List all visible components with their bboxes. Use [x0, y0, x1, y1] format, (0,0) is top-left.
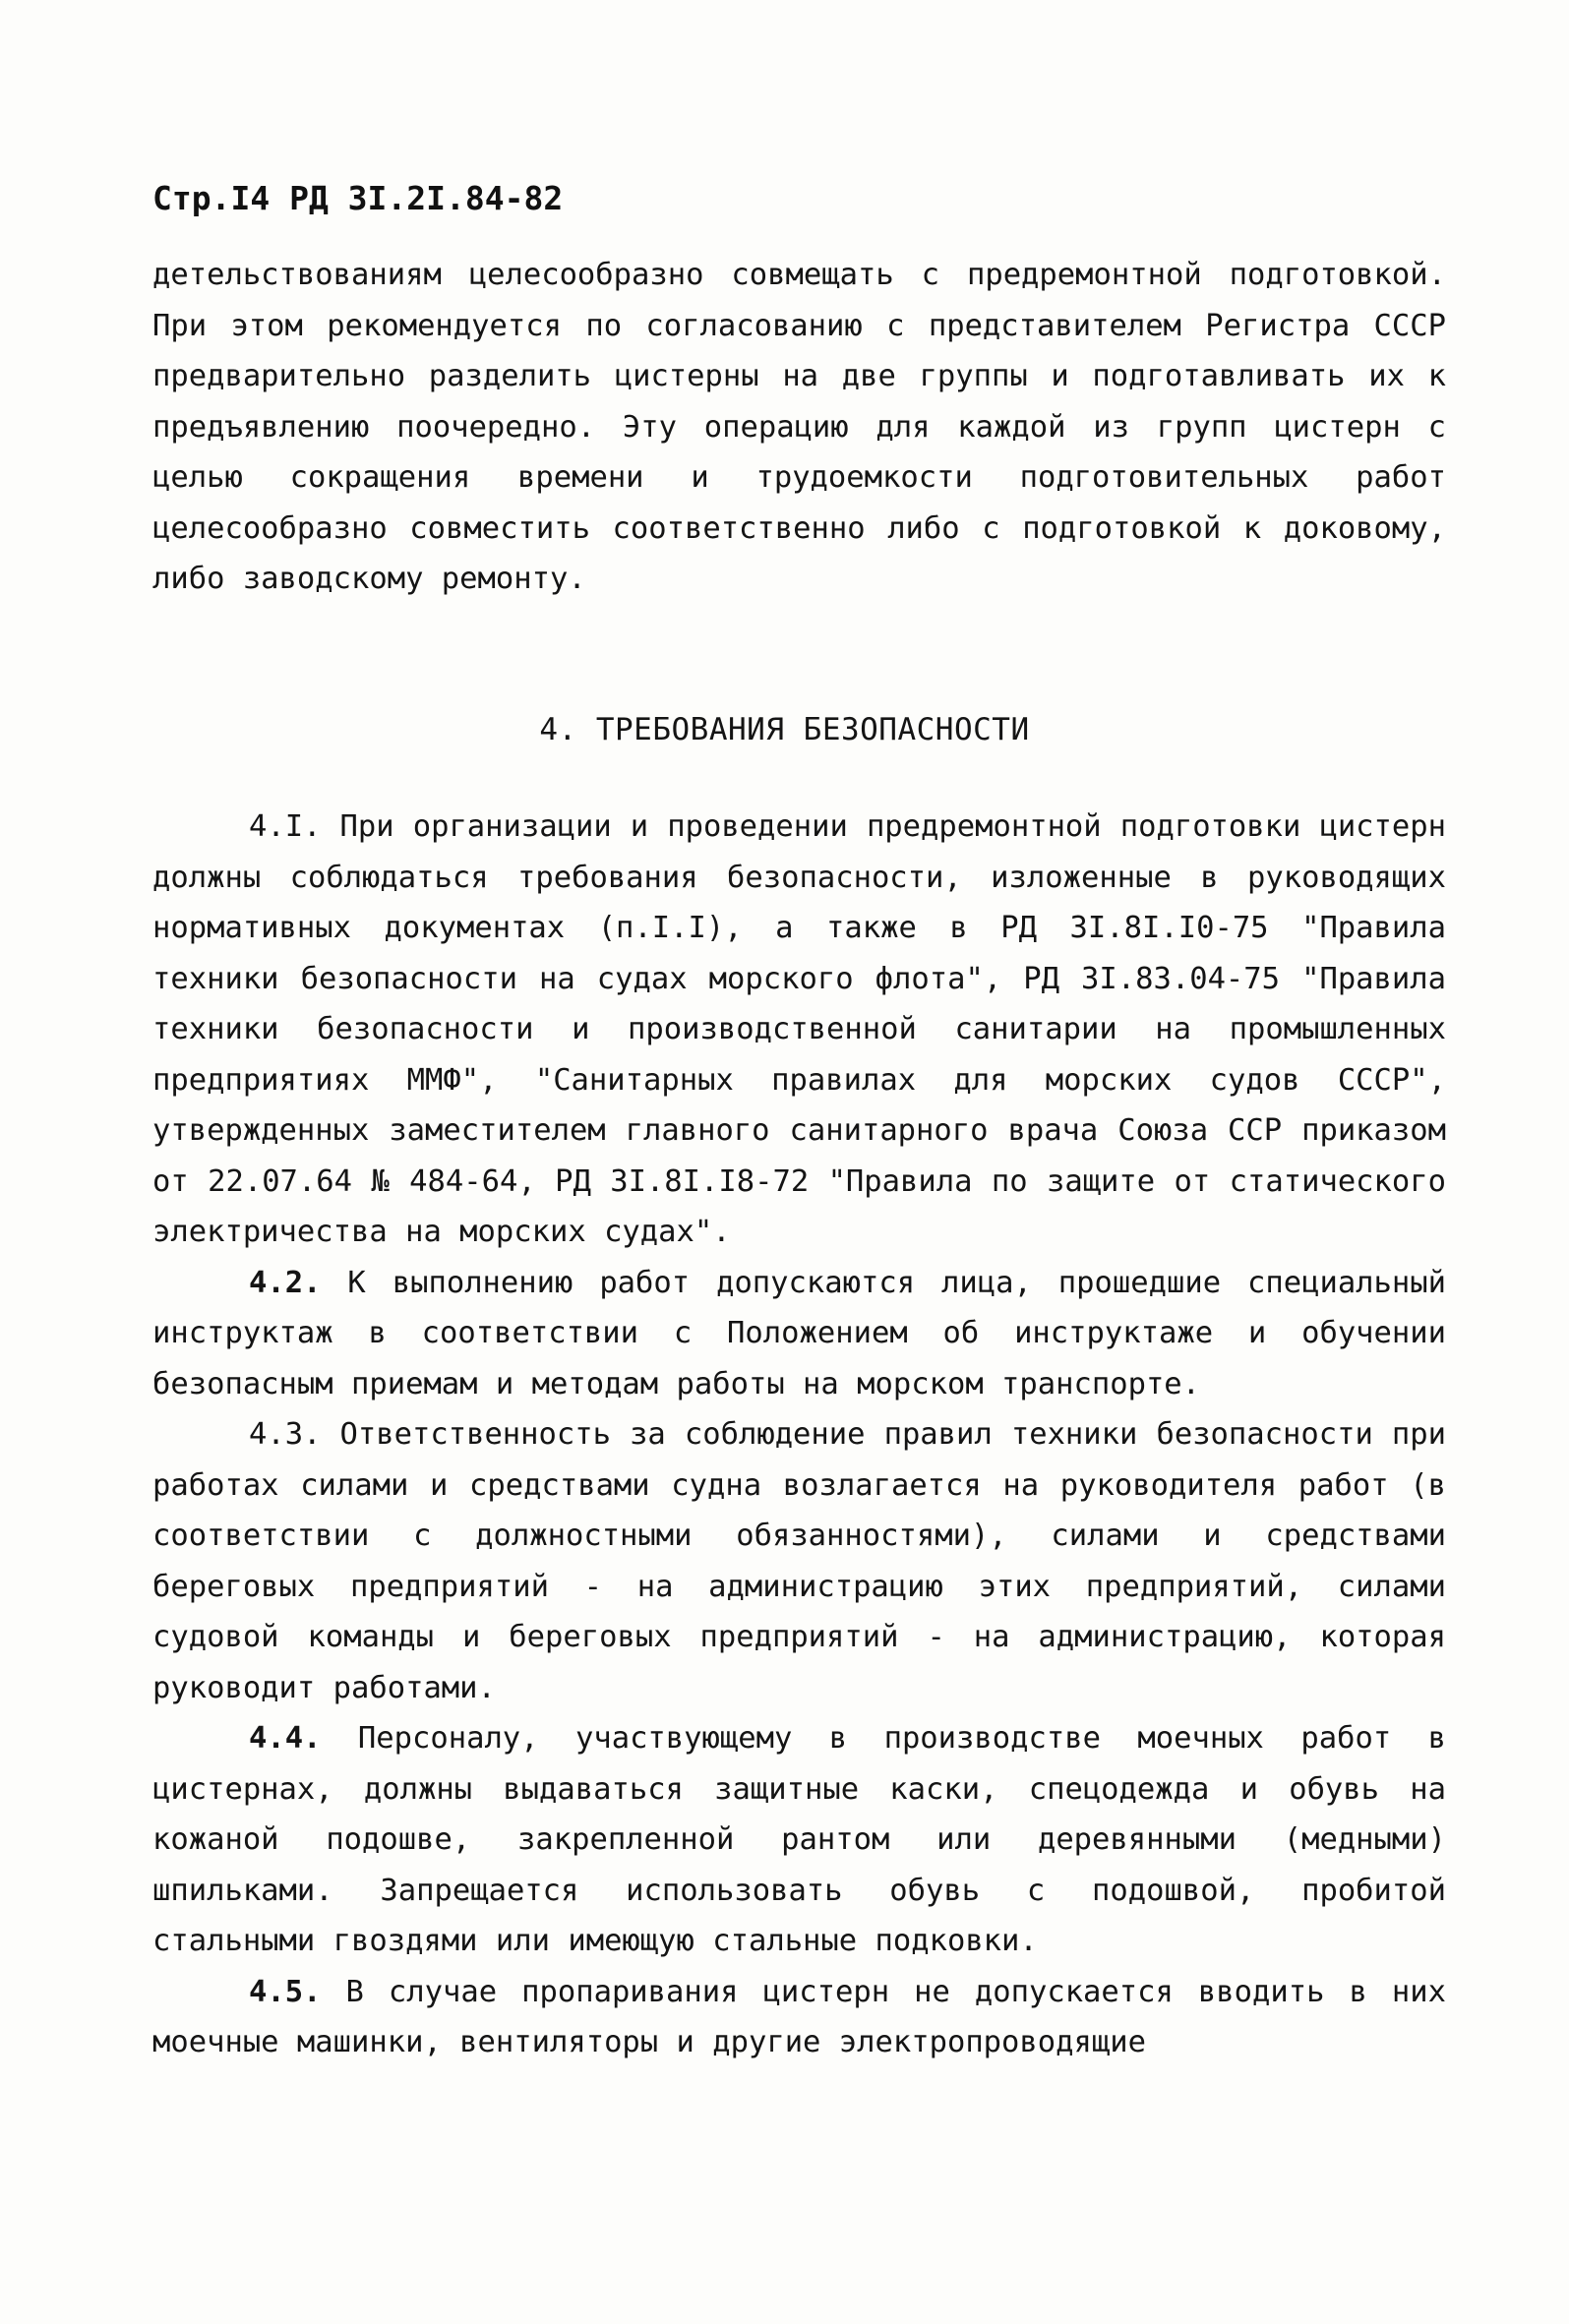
clause-4-5 [152, 1967, 1446, 2068]
clause-4-1 [152, 802, 1446, 1258]
clause-4-3 [152, 1409, 1446, 1713]
continuation-paragraph: детельствованиям целесообразно совмещать с предремонтной подготовкой. При этом рекомендуется по согласованию с представителем Регистра СССР предварительно разделить цистерны на две группы и подготавливать их к предъявлению поочередно. Эту операцию для каждой из групп цистерн с целью сокращения времени и трудоемкости подготовительных работ целесообразно совместить соответственно либо с подготовкой к доковому, либо заводскому ремонту. [152, 258, 1446, 596]
clause-text: При организации и проведении предремонтной подготовки цистерн должны соблюдаться требования безопасности, изложенные в руководящих нормативных документах (п.I.I), а также в РД 3I.8I.I0-75 "Правила техники безопасности на судах морского флота", РД 3I.83.04-75 "Правила техники безопасности и производственной санитарии на промышленных предприятиях ММФ", "Санитарных правилах для морских судов СССР", утвержденных заместителем главного санитарного врача Союза ССР приказом от 22.07.64 № 484-64, РД 3I.8I.I8-72 "Правила по защите от статического электричества на морских судах". [152, 809, 1446, 1249]
clause-text: Ответственность за соблюдение правил техники безопасности при работах силами и средствами судна возлагается на руководителя работ (в соответствии с должностными обязанностями), силами и средствами береговых предприятий - на администрацию этих предприятий, силами судовой команды и береговых предприятий - на администрацию, которая руководит работами. [152, 1417, 1446, 1705]
section-heading: 4. ТРЕБОВАНИЯ БЕЗОПАСНОСТИ [539, 712, 1030, 747]
clause-text: Персоналу, участвующему в производстве моечных работ в цистернах, должны выдаваться защитные каски, спецодежда и обувь на кожаной подошве, закрепленной рантом или деревянными (медными) шпильками. Запрещается использовать обувь с подошвой, пробитой стальными гвоздями или имеющую стальные подковки. [152, 1721, 1446, 1958]
section-clauses [152, 802, 1446, 2068]
clause-4-2 [152, 1258, 1446, 1410]
clause-number: 4.5. [249, 1974, 322, 2009]
clause-4-4 [152, 1713, 1446, 1967]
clause-text: В случае пропаривания цистерн не допускается вводить в них моечные машинки, вентиляторы и другие электропроводящие [152, 1974, 1446, 2059]
clause-number: 4.3. [249, 1417, 322, 1452]
clause-number: 4.2. [249, 1265, 322, 1300]
clause-text: К выполнению работ допускаются лица, прошедшие специальный инструктаж в соответствии с Положением об инструктаже и обучении безопасным приемам и методам работы на морском транспорте. [152, 1265, 1446, 1401]
page-header: Стр.I4 РД 3I.2I.84-82 [152, 179, 564, 217]
clause-number: 4.I. [249, 809, 322, 844]
clause-number: 4.4. [249, 1721, 322, 1756]
